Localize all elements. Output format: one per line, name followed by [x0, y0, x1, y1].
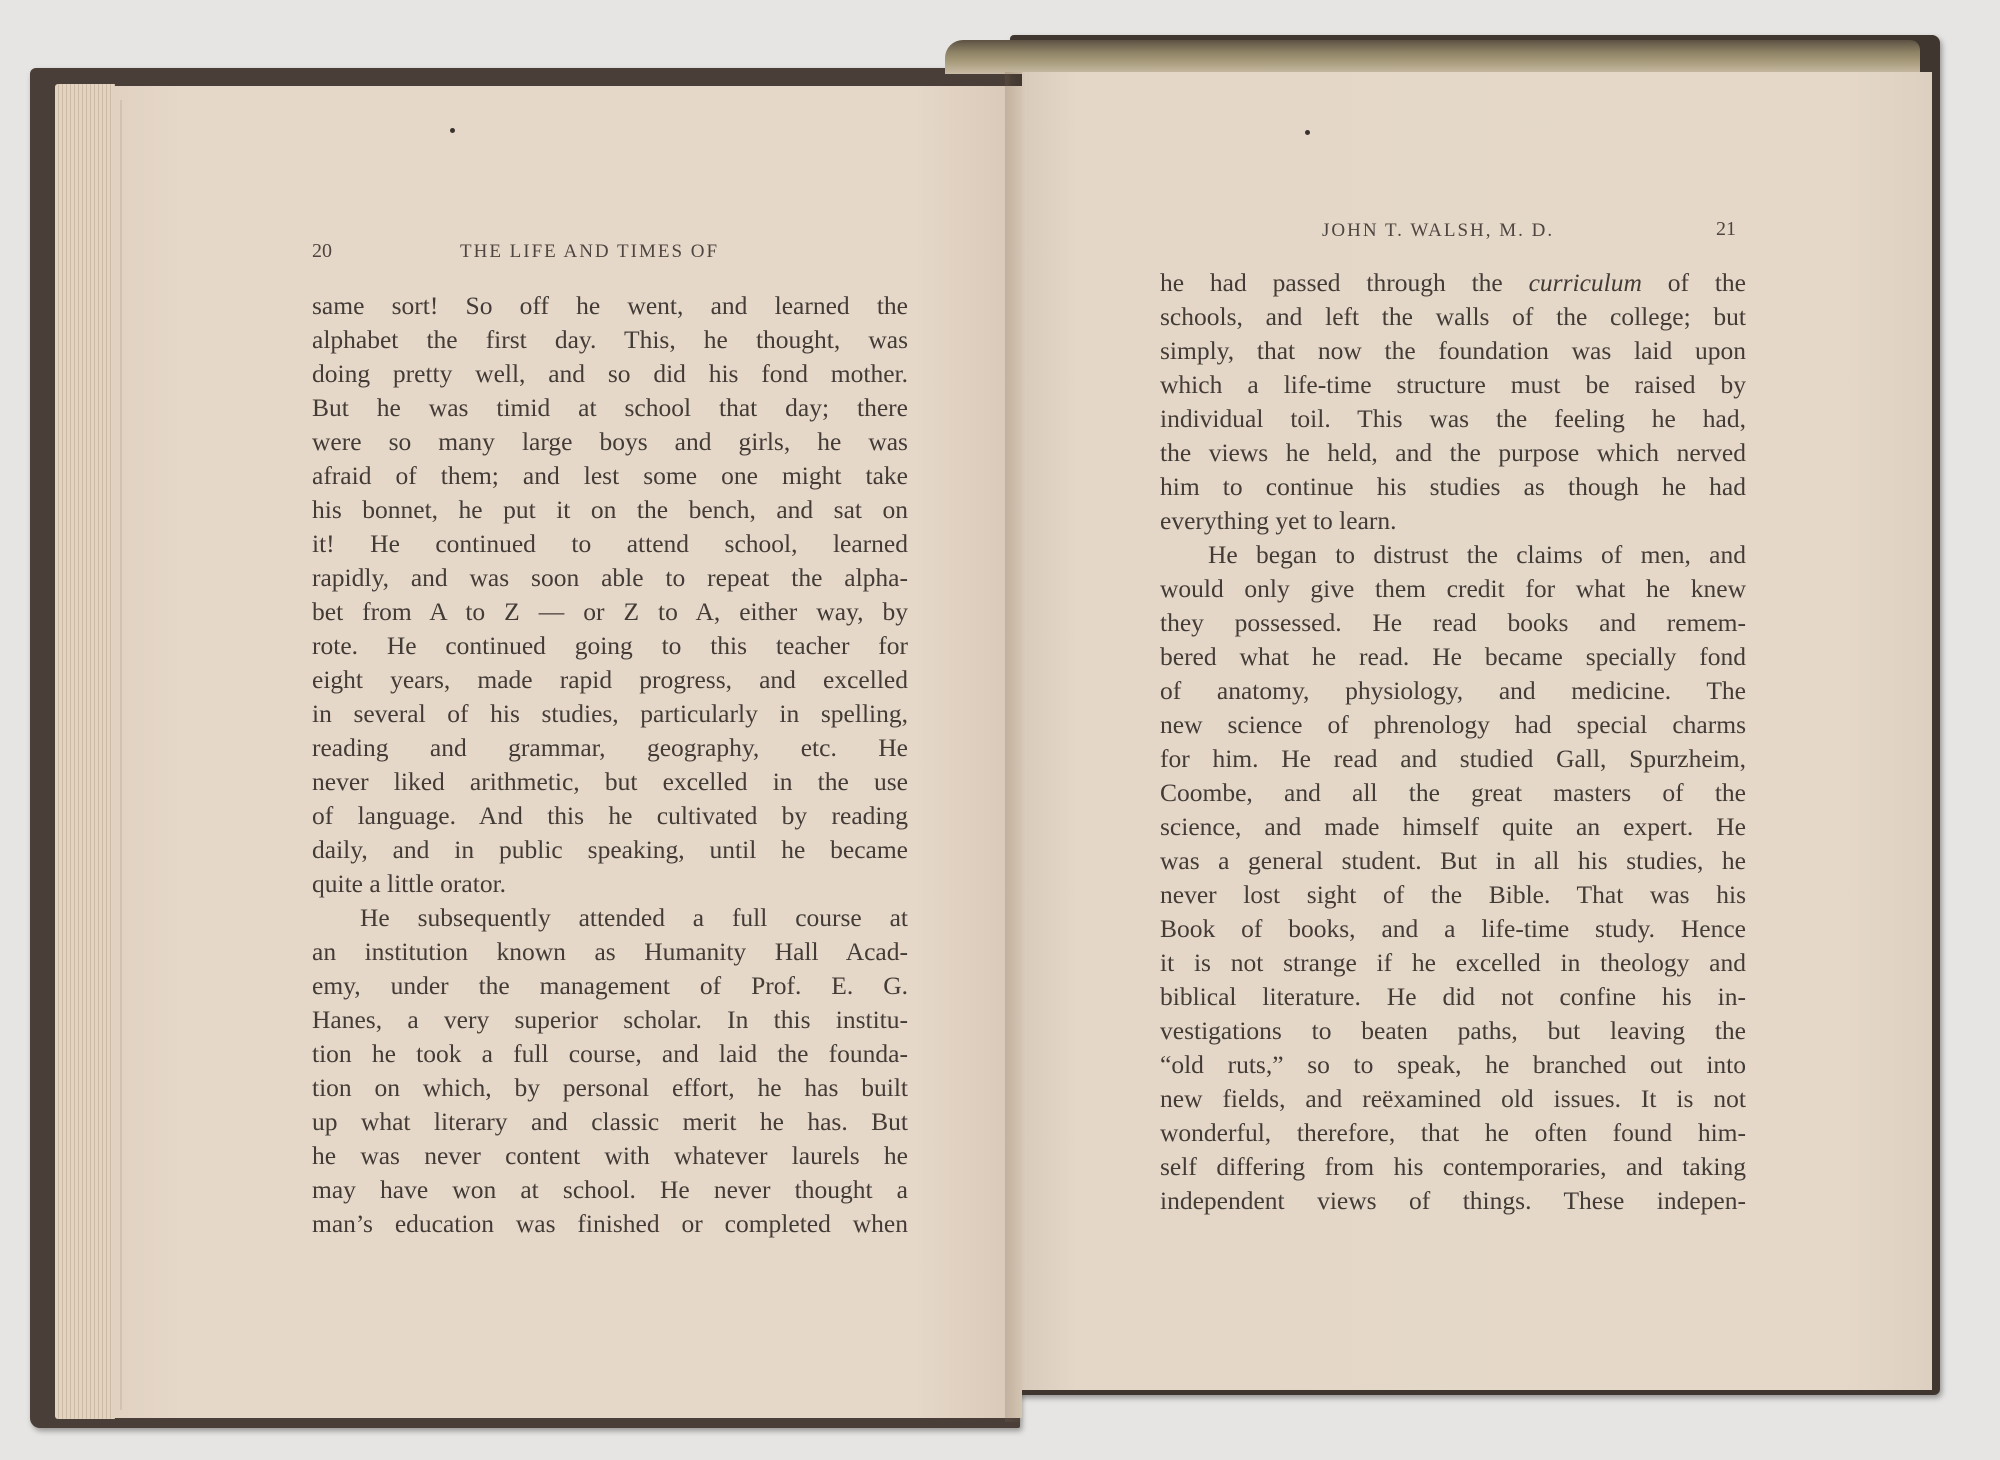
text-line: would only give them credit for what he knew — [1160, 574, 1746, 603]
text-line: he had passed through the curriculum of the — [1160, 268, 1746, 297]
text-line: He subsequently attended a full course at — [360, 903, 908, 932]
text-line: quite a little orator. — [312, 869, 507, 898]
text-line: individual toil. This was the feeling he had, — [1160, 404, 1746, 433]
text-line: of language. And this he cultivated by reading — [312, 801, 908, 830]
text-line: schools, and left the walls of the college; but — [1160, 302, 1746, 331]
text-line: may have won at school. He never thought a — [312, 1175, 908, 1204]
text-line: vestigations to beaten paths, but leaving the — [1160, 1016, 1746, 1045]
text-line: emy, under the management of Prof. E. G. — [312, 971, 908, 1000]
left-page-edges — [55, 84, 115, 1419]
text-line: He began to distrust the claims of men, and — [1208, 540, 1746, 569]
text-line: for him. He read and studied Gall, Spurzheim, — [1160, 744, 1746, 773]
text-line: simply, that now the foundation was laid upon — [1160, 336, 1746, 365]
text-line: alphabet the first day. This, he thought, was — [312, 325, 908, 354]
text-line: they possessed. He read books and remem- — [1160, 608, 1746, 637]
right-page-text — [1160, 266, 1746, 1218]
ink-speck — [450, 128, 455, 133]
right-running-head: JOHN T. WALSH, M. D. — [1322, 220, 1555, 241]
text-line: were so many large boys and girls, he was — [312, 427, 908, 456]
text-line: which a life-time structure must be raised by — [1160, 370, 1746, 399]
left-page-fold — [120, 100, 122, 1410]
left-page-text — [312, 289, 908, 1241]
text-line: independent views of things. These indepen- — [1160, 1186, 1746, 1215]
text-line: it is not strange if he excelled in theology and — [1160, 948, 1746, 977]
text-line: new science of phrenology had special charms — [1160, 710, 1746, 739]
text-line: tion on which, by personal effort, he has built — [312, 1073, 908, 1102]
text-line: tion he took a full course, and laid the founda- — [312, 1039, 908, 1068]
text-line: new fields, and reëxamined old issues. It is not — [1160, 1084, 1746, 1113]
left-page-number: 20 — [312, 240, 332, 262]
text-line: same sort! So off he went, and learned the — [312, 291, 908, 320]
text-line: eight years, made rapid progress, and excelled — [312, 665, 908, 694]
book-top-edge — [945, 40, 1920, 74]
text-line: he was never content with whatever laurels he — [312, 1141, 908, 1170]
text-line: afraid of them; and lest some one might take — [312, 461, 908, 490]
text-line: man’s education was finished or completed when — [312, 1209, 908, 1238]
italic-word: curriculum — [1528, 268, 1642, 297]
text-line: the views he held, and the purpose which nerved — [1160, 438, 1746, 467]
text-line: self differing from his contemporaries, and taking — [1160, 1152, 1746, 1181]
right-page-number: 21 — [1716, 218, 1736, 240]
text-line: Hanes, a very superior scholar. In this institu- — [312, 1005, 908, 1034]
text-line: bered what he read. He became specially fond — [1160, 642, 1746, 671]
text-line: doing pretty well, and so did his fond mother. — [312, 359, 908, 388]
text-line: it! He continued to attend school, learned — [312, 529, 908, 558]
text-line: his bonnet, he put it on the bench, and sat on — [312, 495, 908, 524]
text-line: Book of books, and a life-time study. Hence — [1160, 914, 1746, 943]
text-line: bet from A to Z — or Z to A, either way, by — [312, 597, 908, 626]
text-line: Coombe, and all the great masters of the — [1160, 778, 1746, 807]
text-line: daily, and in public speaking, until he became — [312, 835, 908, 864]
text-line: “old ruts,” so to speak, he branched out into — [1160, 1050, 1746, 1079]
left-running-head: THE LIFE AND TIMES OF — [460, 241, 720, 262]
text-line: rapidly, and was soon able to repeat the alpha- — [312, 563, 908, 592]
text-line: everything yet to learn. — [1160, 506, 1397, 535]
text-line: reading and grammar, geography, etc. He — [312, 733, 908, 762]
text-line: him to continue his studies as though he had — [1160, 472, 1746, 501]
text-line: But he was timid at school that day; there — [312, 393, 908, 422]
text-line: up what literary and classic merit he has. But — [312, 1107, 908, 1136]
book-gutter — [1005, 72, 1039, 1422]
text-line: of anatomy, physiology, and medicine. The — [1160, 676, 1746, 705]
ink-speck — [1305, 130, 1310, 135]
text-line: in several of his studies, particularly in spelling, — [312, 699, 908, 728]
text-line: science, and made himself quite an expert. He — [1160, 812, 1746, 841]
text-line: was a general student. But in all his studies, he — [1160, 846, 1746, 875]
text-line: rote. He continued going to this teacher for — [312, 631, 908, 660]
text-line: never lost sight of the Bible. That was his — [1160, 880, 1746, 909]
text-line: never liked arithmetic, but excelled in the use — [312, 767, 908, 796]
text-line: wonderful, therefore, that he often found him- — [1160, 1118, 1746, 1147]
text-line: biblical literature. He did not confine his in- — [1160, 982, 1746, 1011]
text-line: an institution known as Humanity Hall Acad- — [312, 937, 908, 966]
